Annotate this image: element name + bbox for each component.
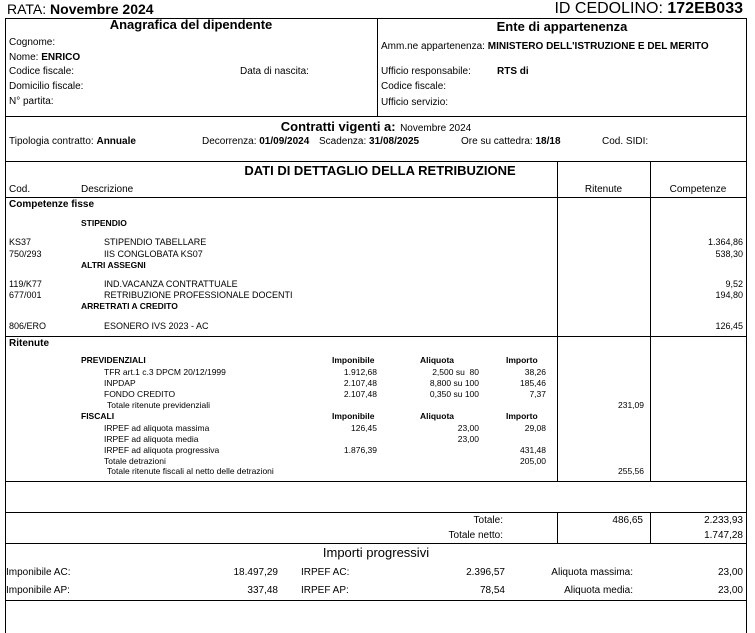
fiscale-aliquota: 23,00 (457, 434, 479, 444)
imponibile-ac-label: Imponibile AC: (6, 567, 71, 578)
previdenziale-importo: 38,26 (524, 367, 546, 377)
frame-line (5, 600, 747, 601)
totale-fiscali-label: Totale ritenute fiscali al netto delle detrazioni (107, 466, 274, 476)
frame-line (650, 512, 651, 543)
scadenza-value: 31/08/2025 (369, 136, 420, 147)
fiscale-desc: IRPEF ad aliquota massima (104, 423, 210, 433)
frame-line (746, 18, 747, 633)
totale-ritenute: 486,65 (612, 515, 643, 526)
irpef-ac-label: IRPEF AC: (301, 567, 350, 578)
fiscale-desc: IRPEF ad aliquota media (104, 434, 199, 444)
fiscale-importo: 431,48 (520, 445, 546, 455)
col-aliquota: Aliquota (420, 411, 454, 421)
previdenziale-aliquota: 0,350 su 100 (429, 389, 479, 399)
ore-field: Ore su cattedra: 18/18 (461, 136, 561, 147)
competenza-value: 9,52 (725, 279, 743, 289)
frame-line (650, 161, 651, 481)
competenza-value: 1.364,86 (707, 237, 743, 247)
nome-field: Nome: ENRICO (9, 52, 81, 63)
previdenziale-aliquota: 8,800 su 100 (429, 378, 479, 388)
decorrenza-field: Decorrenza: 01/09/2024 (202, 136, 310, 147)
irpef-ac-value: 2.396,57 (466, 567, 505, 578)
totale-detrazioni-value: 205,00 (520, 456, 546, 466)
imponibile-ac-value: 18.497,29 (233, 567, 278, 578)
previdenziale-desc: TFR art.1 c.3 DPCM 20/12/1999 (104, 367, 226, 377)
competenza-value: 538,30 (715, 249, 743, 259)
tipologia-field: Tipologia contratto: Annuale (9, 136, 136, 147)
totale-competenze: 2.233,93 (704, 515, 743, 526)
progressivi-title: Importi progressivi (322, 545, 430, 560)
frame-line (5, 336, 747, 337)
col-importo: Importo (506, 355, 538, 365)
fiscale-desc: IRPEF ad aliquota progressiva (104, 445, 220, 455)
rata-label: RATA: Novembre 2024 (7, 1, 154, 17)
previdenziali-heading: PREVIDENZIALI (81, 355, 146, 365)
totale-netto-label: Totale netto: (448, 530, 503, 541)
irpef-ap-label: IRPEF AP: (301, 585, 349, 596)
aliquota-massima-label: Aliquota massima: (551, 567, 633, 578)
competenza-desc: ESONERO IVS 2023 - AC (104, 321, 209, 331)
competenza-desc: RETRIBUZIONE PROFESSIONALE DOCENTI (104, 290, 293, 300)
fiscale-importo: 29,08 (524, 423, 546, 433)
amm-value: MINISTERO DELL'ISTRUZIONE E DEL MERITO (487, 41, 709, 52)
competenza-value: 194,80 (715, 290, 743, 300)
totale-fiscali-value: 255,56 (618, 466, 644, 476)
col-competenze: Competenze (669, 184, 727, 195)
competenza-cod: KS37 (9, 237, 32, 247)
frame-line (5, 161, 747, 162)
id-cedolino-value: 172EB033 (667, 0, 743, 17)
data-nascita-label: Data di nascita: (240, 66, 309, 77)
col-aliquota: Aliquota (420, 355, 454, 365)
frame-line (5, 18, 6, 633)
irpef-ap-value: 78,54 (479, 585, 505, 596)
id-cedolino: ID CEDOLINO: 172EB033 (554, 0, 743, 17)
contratti-title: Contratti vigenti a: Novembre 2024 (280, 119, 472, 134)
totale-previdenziali-label: Totale ritenute previdenziali (107, 400, 211, 410)
frame-line (5, 116, 747, 117)
ente-codice-fiscale-label: Codice fiscale: (381, 81, 447, 92)
codice-fiscale-label: Codice fiscale: (9, 66, 75, 77)
competenza-cod: 677/001 (9, 290, 42, 300)
ente-title: Ente di appartenenza (496, 19, 628, 34)
frame-line (5, 512, 747, 513)
totale-detrazioni-label: Totale detrazioni (104, 456, 166, 466)
sidi-label: Cod. SIDI: (602, 136, 649, 147)
cognome-label: Cognome: (9, 37, 56, 48)
imponibile-ap-label: Imponibile AP: (6, 585, 70, 596)
contratti-title-value: Novembre 2024 (400, 123, 472, 134)
fiscali-heading: FISCALI (81, 411, 115, 421)
col-cod: Cod. (9, 184, 31, 195)
nome-value: ENRICO (41, 52, 81, 63)
totale-label: Totale: (473, 515, 503, 526)
col-ritenute: Ritenute (584, 184, 623, 195)
frame-line (5, 197, 747, 198)
previdenziale-imponibile: 2.107,48 (343, 378, 377, 388)
previdenziale-desc: INPDAP (104, 378, 136, 388)
fiscale-imponibile: 1.876,39 (343, 445, 377, 455)
imponibile-ap-value: 337,48 (247, 585, 278, 596)
ufficio-label: Ufficio responsabile: (381, 66, 471, 77)
frame-line (557, 161, 558, 481)
scadenza-field: Scadenza: 31/08/2025 (319, 136, 420, 147)
col-imponibile: Imponibile (332, 355, 375, 365)
frame-line (557, 512, 558, 543)
competenza-cod: 750/293 (9, 249, 42, 259)
ore-value: 18/18 (535, 136, 561, 147)
aliquota-media-label: Aliquota media: (564, 585, 633, 596)
totale-previdenziali-value: 231,09 (618, 400, 644, 410)
previdenziale-aliquota: 2,500 su 80 (432, 367, 479, 377)
decorrenza-value: 01/09/2024 (259, 136, 310, 147)
competenza-desc: IIS CONGLOBATA KS07 (104, 249, 203, 259)
dettaglio-title: DATI DI DETTAGLIO DELLA RETRIBUZIONE (244, 163, 516, 178)
aliquota-media-value: 23,00 (717, 585, 743, 596)
tipologia-value: Annuale (96, 136, 136, 147)
anagrafica-title: Anagrafica del dipendente (109, 17, 273, 32)
totale-netto-value: 1.747,28 (704, 530, 743, 541)
competenza-value: 126,45 (715, 321, 743, 331)
competenza-cod: 119/K77 (9, 279, 42, 289)
rata-value: Novembre 2024 (50, 1, 154, 17)
previdenziale-imponibile: 1.912,68 (343, 367, 377, 377)
competenza-cod: 806/ERO (9, 321, 47, 331)
partita-label: N° partita: (9, 96, 54, 107)
ufficio-value: RTS di (497, 66, 529, 77)
aliquota-massima-value: 23,00 (717, 567, 743, 578)
previdenziale-importo: 185,46 (520, 378, 546, 388)
amm-field: Amm.ne appartenenza: MINISTERO DELL'ISTRUZIONE E DEL MERITO (381, 41, 709, 52)
frame-line (5, 543, 747, 544)
fiscale-imponibile: 126,45 (351, 423, 377, 433)
ritenute-title: Ritenute (9, 338, 49, 349)
ufficio-servizio-label: Ufficio servizio: (381, 97, 449, 108)
altri-assegni-heading: ALTRI ASSEGNI (81, 260, 146, 270)
frame-line (5, 481, 747, 482)
competenza-desc: IND.VACANZA CONTRATTUALE (104, 279, 238, 289)
fiscale-aliquota: 23,00 (457, 423, 479, 433)
col-imponibile: Imponibile (332, 411, 375, 421)
previdenziale-importo: 7,37 (529, 389, 546, 399)
previdenziale-imponibile: 2.107,48 (343, 389, 377, 399)
previdenziale-desc: FONDO CREDITO (104, 389, 176, 399)
stipendio-heading: STIPENDIO (81, 218, 127, 228)
col-importo: Importo (506, 411, 538, 421)
col-descrizione: Descrizione (81, 184, 134, 195)
competenza-desc: STIPENDIO TABELLARE (104, 237, 207, 247)
arretrati-heading: ARRETRATI A CREDITO (81, 301, 178, 311)
domicilio-label: Domicilio fiscale: (9, 81, 84, 92)
competenze-fisse-title: Competenze fisse (9, 199, 95, 210)
